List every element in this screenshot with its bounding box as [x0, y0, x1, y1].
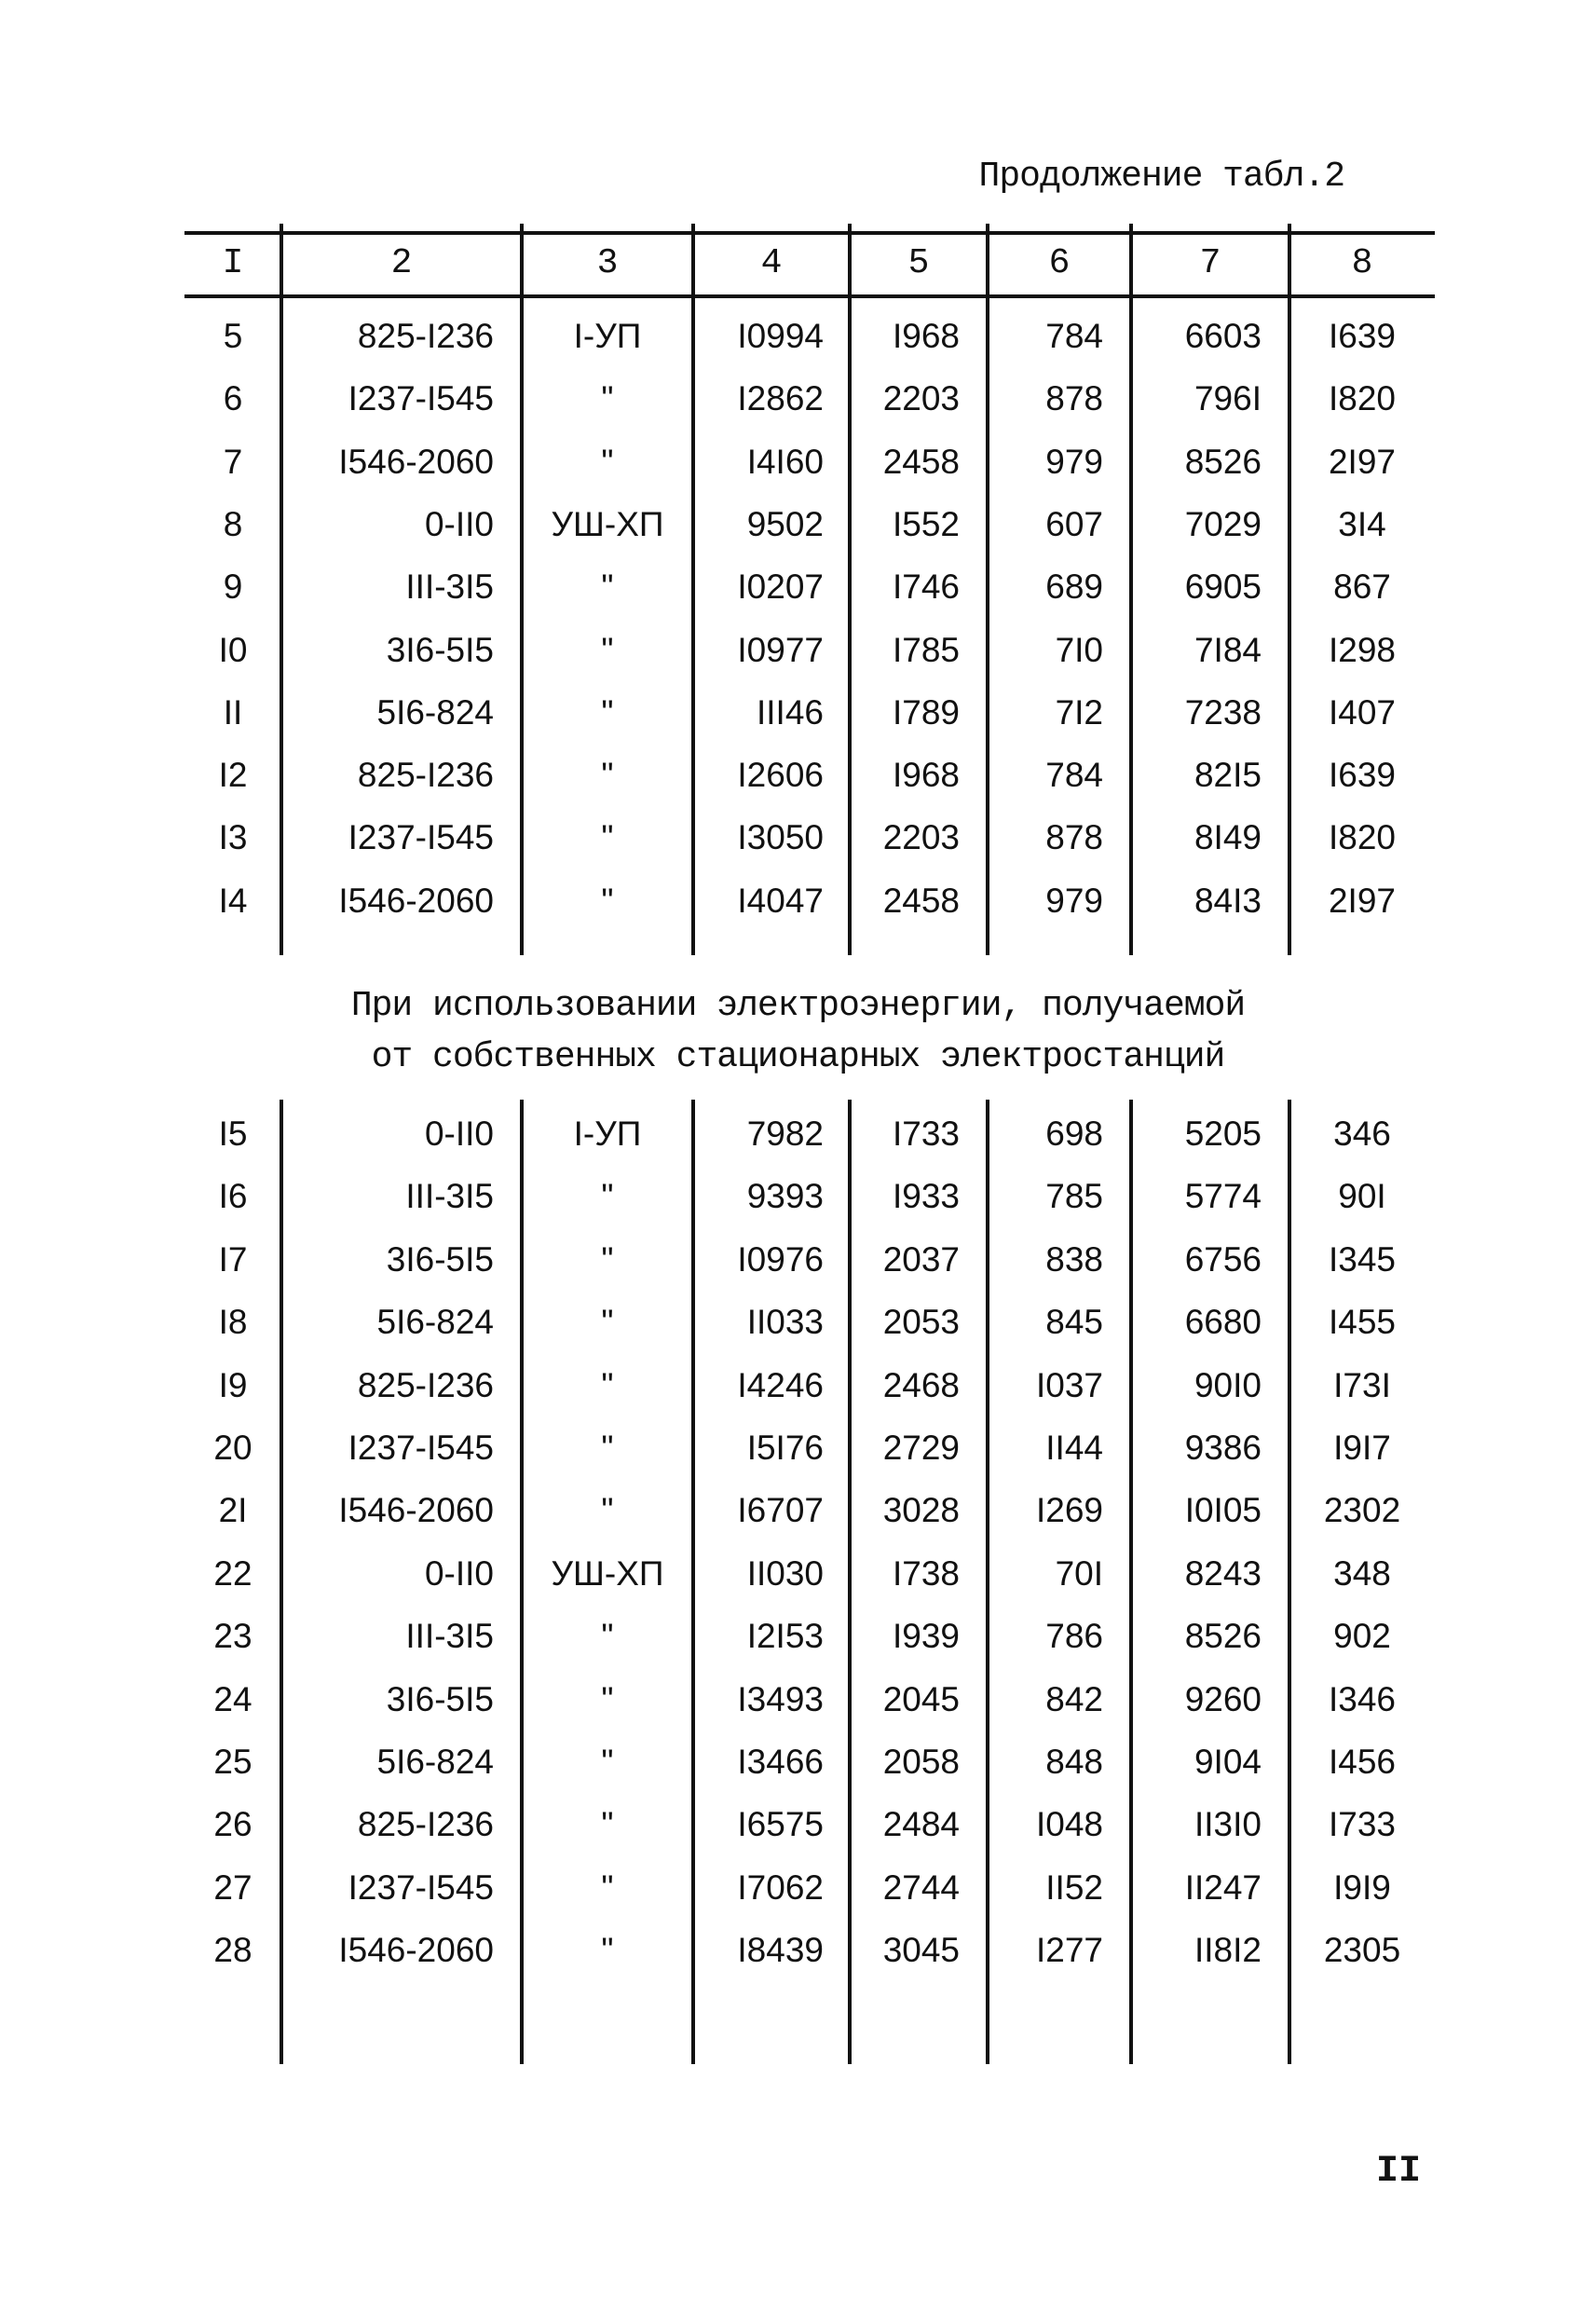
table-cell: УШ-ХП	[551, 1553, 664, 1593]
table-cell: I8	[218, 1303, 248, 1342]
table-cell: I237-I545	[348, 818, 494, 857]
table-cell: I0I05	[1184, 1491, 1262, 1530]
table-cell: 3I6-5I5	[386, 1679, 494, 1718]
table-cell: "	[601, 1365, 614, 1404]
table-cell: 6680	[1184, 1303, 1262, 1342]
table-cell: I789	[892, 692, 960, 732]
table-cell: II033	[746, 1303, 824, 1342]
table-cell: "	[601, 818, 614, 857]
table-cell: I639	[1328, 317, 1396, 355]
table-cell: 0-II0	[424, 504, 494, 543]
table-cell: I456	[1328, 1743, 1396, 1781]
table-cell: 9386	[1184, 1429, 1262, 1467]
column-rule	[280, 1100, 283, 2064]
table-cell: "	[601, 692, 614, 732]
table-cell: I8439	[737, 1931, 824, 1970]
table-cell: II3I0	[1194, 1805, 1262, 1844]
section-note-line-2: от собственных стационарных электростанций	[371, 1037, 1225, 1077]
header-cell: 4	[760, 243, 783, 283]
table-cell: 2203	[882, 379, 960, 418]
table-cell: 90I	[1338, 1177, 1386, 1216]
table-cell: "	[601, 442, 614, 481]
table-cell: 825-I236	[357, 1805, 494, 1844]
table-cell: 3028	[882, 1491, 960, 1530]
table-cell: "	[601, 756, 614, 795]
table-cell: 7	[223, 442, 243, 481]
table-cell: I733	[1328, 1805, 1396, 1844]
column-rule	[986, 224, 989, 955]
table-cell: I2	[218, 756, 248, 795]
table-cell: 689	[1045, 568, 1103, 607]
table-cell: I968	[892, 756, 960, 795]
table-cell: I0977	[737, 630, 824, 669]
column-rule	[1129, 1100, 1133, 2064]
table-cell: I4246	[737, 1365, 824, 1404]
table-cell: II	[223, 692, 243, 732]
table-cell: 848	[1045, 1743, 1103, 1781]
table-cell: 2468	[882, 1365, 960, 1404]
table-cell: I6	[218, 1177, 248, 1216]
table-cell: 9	[223, 568, 243, 607]
table-cell: 2458	[882, 442, 960, 481]
table-cell: 6	[223, 379, 243, 418]
table-cell: I0207	[737, 568, 824, 607]
table-cell: 784	[1045, 756, 1103, 795]
table-cell: I3466	[737, 1743, 824, 1781]
table-cell: 8I49	[1194, 818, 1262, 857]
table-cell: 2458	[882, 881, 960, 920]
table-cell: 2305	[1323, 1931, 1401, 1970]
table-cell: 3I4	[1338, 504, 1386, 543]
table-cell: I407	[1328, 692, 1396, 732]
table-cell: II52	[1045, 1867, 1103, 1907]
table-cell: "	[601, 881, 614, 920]
table-cell: 784	[1045, 317, 1103, 355]
table-header-rule	[184, 294, 1435, 298]
table-cell: 9I04	[1194, 1743, 1262, 1781]
section-note-line-1: При использовании электроэнергии, получаемой	[350, 986, 1246, 1026]
table-cell: I733	[892, 1115, 960, 1153]
table-cell: "	[601, 1617, 614, 1656]
table-cell: I277	[1035, 1931, 1103, 1970]
table-cell: 82I5	[1194, 756, 1262, 795]
table-cell: 5I6-824	[376, 1303, 494, 1342]
table-cell: "	[601, 1805, 614, 1844]
table-cell: 2058	[882, 1743, 960, 1781]
table-cell: 5I6-824	[376, 1743, 494, 1781]
table-cell: I4I60	[746, 442, 824, 481]
column-rule	[1288, 1100, 1291, 2064]
column-rule	[1288, 224, 1291, 955]
table-cell: I-УП	[573, 1115, 642, 1153]
table-cell: I6575	[737, 1805, 824, 1844]
column-rule	[848, 224, 852, 955]
table-cell: 2045	[882, 1679, 960, 1718]
table-cell: 979	[1045, 442, 1103, 481]
table-cell: 2203	[882, 818, 960, 857]
table-cell: 9393	[746, 1177, 824, 1216]
table-cell: I7062	[737, 1867, 824, 1907]
table-cell: 5774	[1184, 1177, 1262, 1216]
table-cell: I3	[218, 818, 248, 857]
table-cell: 825-I236	[357, 1365, 494, 1404]
table-cell: I746	[892, 568, 960, 607]
column-rule	[520, 1100, 524, 2064]
table-cell: I968	[892, 317, 960, 355]
table-cell: I820	[1328, 379, 1396, 418]
table-cell: 845	[1045, 1303, 1103, 1342]
table-cell: I546-2060	[338, 1491, 494, 1530]
table-cell: "	[601, 1491, 614, 1530]
table-cell: 23	[213, 1617, 252, 1656]
table-caption: Продолжение табл.2	[978, 157, 1344, 197]
header-cell: 7	[1199, 243, 1221, 283]
table-cell: 2302	[1323, 1491, 1401, 1530]
column-rule	[280, 224, 283, 955]
table-cell: I0	[218, 630, 248, 669]
table-cell: I820	[1328, 818, 1396, 857]
table-cell: "	[601, 1177, 614, 1216]
table-cell: 22	[213, 1553, 252, 1593]
table-cell: 6756	[1184, 1239, 1262, 1279]
table-cell: 90I0	[1194, 1365, 1262, 1404]
table-cell: 2I	[218, 1491, 248, 1530]
table-cell: 825-I236	[357, 756, 494, 795]
table-cell: 5	[223, 317, 243, 355]
column-rule	[848, 1100, 852, 2064]
table-cell: 825-I236	[357, 317, 494, 355]
table-cell: I2862	[737, 379, 824, 418]
table-cell: I4	[218, 881, 248, 920]
header-cell: 2	[390, 243, 413, 283]
table-cell: III-3I5	[405, 1177, 494, 1216]
table-cell: 5205	[1184, 1115, 1262, 1153]
table-cell: I237-I545	[348, 1429, 494, 1467]
table-cell: I546-2060	[338, 1931, 494, 1970]
table-cell: 2053	[882, 1303, 960, 1342]
table-cell: I455	[1328, 1303, 1396, 1342]
header-cell: 3	[596, 243, 619, 283]
table-cell: 8	[223, 504, 243, 543]
header-cell: I	[222, 243, 244, 283]
table-cell: "	[601, 1679, 614, 1718]
table-cell: I-УП	[573, 317, 642, 355]
table-cell: "	[601, 379, 614, 418]
table-cell: III-3I5	[405, 1617, 494, 1656]
table-cell: I345	[1328, 1239, 1396, 1279]
table-cell: 2744	[882, 1867, 960, 1907]
table-cell: 7238	[1184, 692, 1262, 732]
table-cell: 3I6-5I5	[386, 630, 494, 669]
column-rule	[520, 224, 524, 955]
table-cell: "	[601, 1743, 614, 1781]
table-cell: 7I2	[1055, 692, 1103, 732]
table-cell: 7982	[746, 1115, 824, 1153]
table-cell: 785	[1045, 1177, 1103, 1216]
table-cell: I9I9	[1333, 1867, 1391, 1907]
table-cell: I037	[1035, 1365, 1103, 1404]
table-cell: "	[601, 630, 614, 669]
table-cell: II030	[746, 1553, 824, 1593]
table-cell: "	[601, 568, 614, 607]
table-cell: I73I	[1333, 1365, 1391, 1404]
table-cell: 8526	[1184, 442, 1262, 481]
table-cell: 2729	[882, 1429, 960, 1467]
table-cell: I5	[218, 1115, 248, 1153]
table-cell: I546-2060	[338, 442, 494, 481]
table-cell: 20	[213, 1429, 252, 1467]
column-rule	[986, 1100, 989, 2064]
table-cell: 3I6-5I5	[386, 1239, 494, 1279]
table-cell: 902	[1333, 1617, 1391, 1656]
table-cell: 6905	[1184, 568, 1262, 607]
table-cell: УШ-ХП	[551, 504, 664, 543]
table-cell: I0976	[737, 1239, 824, 1279]
table-cell: 27	[213, 1867, 252, 1907]
table-cell: 0-II0	[424, 1553, 494, 1593]
table-cell: I269	[1035, 1491, 1103, 1530]
table-cell: III-3I5	[405, 568, 494, 607]
table-cell: I4047	[737, 881, 824, 920]
table-cell: 2I97	[1328, 881, 1396, 920]
table-cell: 698	[1045, 1115, 1103, 1153]
table-cell: I546-2060	[338, 881, 494, 920]
table-cell: 2I97	[1328, 442, 1396, 481]
table-cell: 878	[1045, 379, 1103, 418]
table-cell: 7029	[1184, 504, 1262, 543]
table-cell: I933	[892, 1177, 960, 1216]
table-cell: III46	[757, 692, 824, 732]
table-cell: 2484	[882, 1805, 960, 1844]
table-cell: 346	[1333, 1115, 1391, 1153]
header-cell: 6	[1048, 243, 1071, 283]
table-cell: II44	[1045, 1429, 1103, 1467]
table-cell: 796I	[1194, 379, 1262, 418]
table-cell: 786	[1045, 1617, 1103, 1656]
table-cell: "	[601, 1867, 614, 1907]
table-cell: I2I53	[746, 1617, 824, 1656]
table-cell: 5I6-824	[376, 692, 494, 732]
table-cell: I9I7	[1333, 1429, 1391, 1467]
table-cell: I3493	[737, 1679, 824, 1718]
table-cell: I048	[1035, 1805, 1103, 1844]
table-cell: 28	[213, 1931, 252, 1970]
table-cell: I298	[1328, 630, 1396, 669]
table-cell: 348	[1333, 1553, 1391, 1593]
table-cell: II8I2	[1194, 1931, 1262, 1970]
table-cell: I639	[1328, 756, 1396, 795]
table-cell: 3045	[882, 1931, 960, 1970]
table-cell: I738	[892, 1553, 960, 1593]
column-rule	[691, 1100, 695, 2064]
table-cell: I9	[218, 1365, 248, 1404]
table-cell: 25	[213, 1743, 252, 1781]
table-cell: I6707	[737, 1491, 824, 1530]
table-cell: I3050	[737, 818, 824, 857]
table-cell: I237-I545	[348, 1867, 494, 1907]
table-cell: 8243	[1184, 1553, 1262, 1593]
header-cell: 8	[1351, 243, 1373, 283]
table-cell: I552	[892, 504, 960, 543]
header-cell: 5	[907, 243, 930, 283]
column-rule	[1129, 224, 1133, 955]
table-cell: 607	[1045, 504, 1103, 543]
table-cell: 979	[1045, 881, 1103, 920]
page-number: II	[1375, 2151, 1421, 2193]
table-cell: 84I3	[1194, 881, 1262, 920]
table-cell: 9260	[1184, 1679, 1262, 1718]
table-cell: I785	[892, 630, 960, 669]
table-cell: 878	[1045, 818, 1103, 857]
table-cell: "	[601, 1303, 614, 1342]
table-cell: I237-I545	[348, 379, 494, 418]
table-cell: I939	[892, 1617, 960, 1656]
table-cell: "	[601, 1931, 614, 1970]
table-cell: 7I0	[1055, 630, 1103, 669]
table-cell: I0994	[737, 317, 824, 355]
table-cell: 26	[213, 1805, 252, 1844]
table-cell: 7I84	[1194, 630, 1262, 669]
table-cell: 838	[1045, 1239, 1103, 1279]
table-cell: 0-II0	[424, 1115, 494, 1153]
table-cell: I2606	[737, 756, 824, 795]
table-cell: II247	[1184, 1867, 1262, 1907]
table-cell: 6603	[1184, 317, 1262, 355]
table-cell: "	[601, 1239, 614, 1279]
table-cell: 9502	[746, 504, 824, 543]
table-cell: 24	[213, 1679, 252, 1718]
table-cell: I7	[218, 1239, 248, 1279]
table-cell: 70I	[1055, 1553, 1103, 1593]
table-cell: 842	[1045, 1679, 1103, 1718]
column-rule	[691, 224, 695, 955]
table-cell: I5I76	[746, 1429, 824, 1467]
table-cell: 867	[1333, 568, 1391, 607]
table-cell: "	[601, 1429, 614, 1467]
table-cell: 2037	[882, 1239, 960, 1279]
table-cell: 8526	[1184, 1617, 1262, 1656]
table-cell: I346	[1328, 1679, 1396, 1718]
